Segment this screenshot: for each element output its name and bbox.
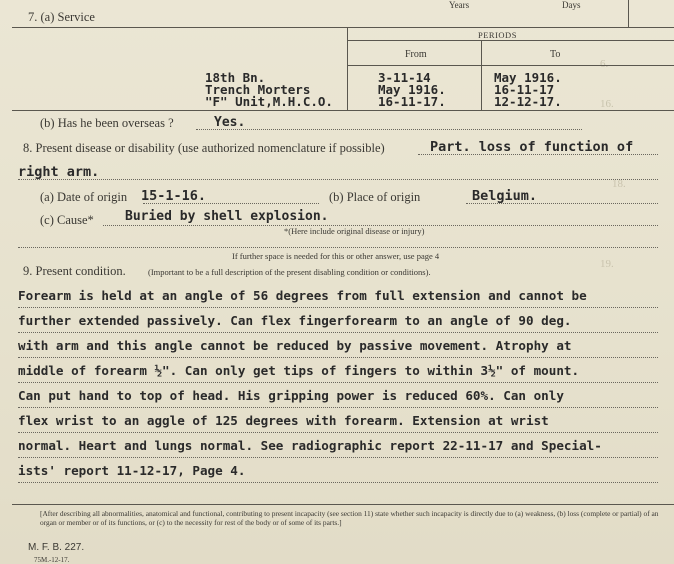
bleed-through: 6.: [600, 58, 609, 70]
to-header: To: [550, 49, 561, 60]
overseas-value: Yes.: [214, 115, 246, 130]
space-note: If further space is needed for this or other answer, use page 4: [232, 251, 440, 261]
answer-dotted-line: [18, 357, 658, 358]
table-divider: [628, 0, 629, 28]
bleed-through: 16.: [600, 98, 614, 110]
condition-line: normal. Heart and lungs normal. See radiographic report 22-11-17 and Special-: [18, 438, 602, 453]
form-id: M. F. B. 227.: [28, 542, 85, 553]
cause-label: (c) Cause*: [40, 213, 94, 227]
table-divider: [481, 40, 482, 110]
from-to-rule: [347, 65, 674, 66]
origin-date-label: (a) Date of origin: [40, 190, 128, 204]
condition-line: further extended passively. Can flex fingerforearm to an angle of 90 deg.: [18, 313, 572, 328]
answer-dotted-line: [18, 407, 658, 408]
answer-dotted-line: [18, 432, 658, 433]
periods-rule: [347, 40, 674, 41]
answer-dotted-line: [18, 307, 658, 308]
table-top-rule: [12, 27, 674, 28]
service-to-date: May 1916.: [494, 70, 562, 85]
disease-value: Part. loss of function of: [430, 139, 634, 155]
service-unit: 18th Bn.: [205, 70, 266, 85]
years-label: Years: [449, 0, 470, 10]
print-run: 75M.-12-17.: [34, 556, 70, 564]
cause-value: Buried by shell explosion.: [125, 209, 329, 224]
service-to-date: 16-11-17: [494, 82, 555, 97]
footnote-rule: [12, 504, 674, 505]
condition-sublabel: (Important to be a full description of the present disabling condition or conditions).: [148, 267, 431, 277]
condition-line: with arm and this angle cannot be reduced by passive movement. Atrophy at: [18, 338, 572, 353]
service-from-date: 3-11-14: [378, 70, 431, 85]
periods-header: PERIODS: [478, 30, 517, 40]
overseas-label: (b) Has he been overseas ?: [40, 116, 174, 130]
service-from-date: 16-11-17.: [378, 94, 446, 109]
condition-line: flex wrist to an aggle of 125 degrees with forearm. Extension at wrist: [18, 413, 549, 428]
answer-dotted-line: [18, 247, 658, 248]
answer-dotted-line: [18, 457, 658, 458]
bleed-through: 19.: [600, 258, 614, 270]
bleed-through: 18.: [612, 178, 626, 190]
condition-label: 9. Present condition.: [23, 264, 126, 278]
disease-value: right arm.: [18, 164, 100, 180]
origin-place-value: Belgium.: [472, 188, 538, 204]
condition-line: ists' report 11-12-17, Page 4.: [18, 463, 246, 478]
footnote: [After describing all abnormalities, anatomical and functional, contributing to present incapacity (see section 11) state whether such incapacity is directly due to (a) weakness, (b) loss (complete or partial) of an organ or member or of its functions, or (c) to the necessity for rest of the body or of some of its parts.]: [40, 509, 659, 527]
table-divider: [347, 27, 348, 110]
condition-line: Forearm is held at an angle of 56 degrees from full extension and cannot be: [18, 288, 587, 303]
answer-dotted-line: [18, 382, 658, 383]
cause-note: *(Here include original disease or injury): [284, 226, 425, 236]
origin-place-label: (b) Place of origin: [329, 190, 421, 204]
service-label: 7. (a) Service: [28, 10, 95, 24]
answer-dotted-line: [18, 179, 658, 180]
service-unit: "F" Unit,M.H.C.O.: [205, 94, 333, 109]
service-from-date: May 1916.: [378, 82, 446, 97]
disease-label: 8. Present disease or disability (use authorized nomenclature if possible): [23, 141, 385, 155]
answer-dotted-line: [196, 129, 582, 130]
answer-dotted-line: [18, 332, 658, 333]
answer-dotted-line: [18, 482, 658, 483]
days-label: Days: [562, 0, 581, 10]
table-bottom-rule: [12, 110, 674, 111]
from-header: From: [405, 49, 427, 60]
condition-line: Can put hand to top of head. His gripping power is reduced 60%. Can only: [18, 388, 564, 403]
service-to-date: 12-12-17.: [494, 94, 562, 109]
condition-line: middle of forearm ½". Can only get tips of fingers to within 3½" of mount.: [18, 363, 580, 378]
service-unit: Trench Morters: [205, 82, 311, 97]
origin-date-value: 15-1-16.: [141, 188, 207, 204]
